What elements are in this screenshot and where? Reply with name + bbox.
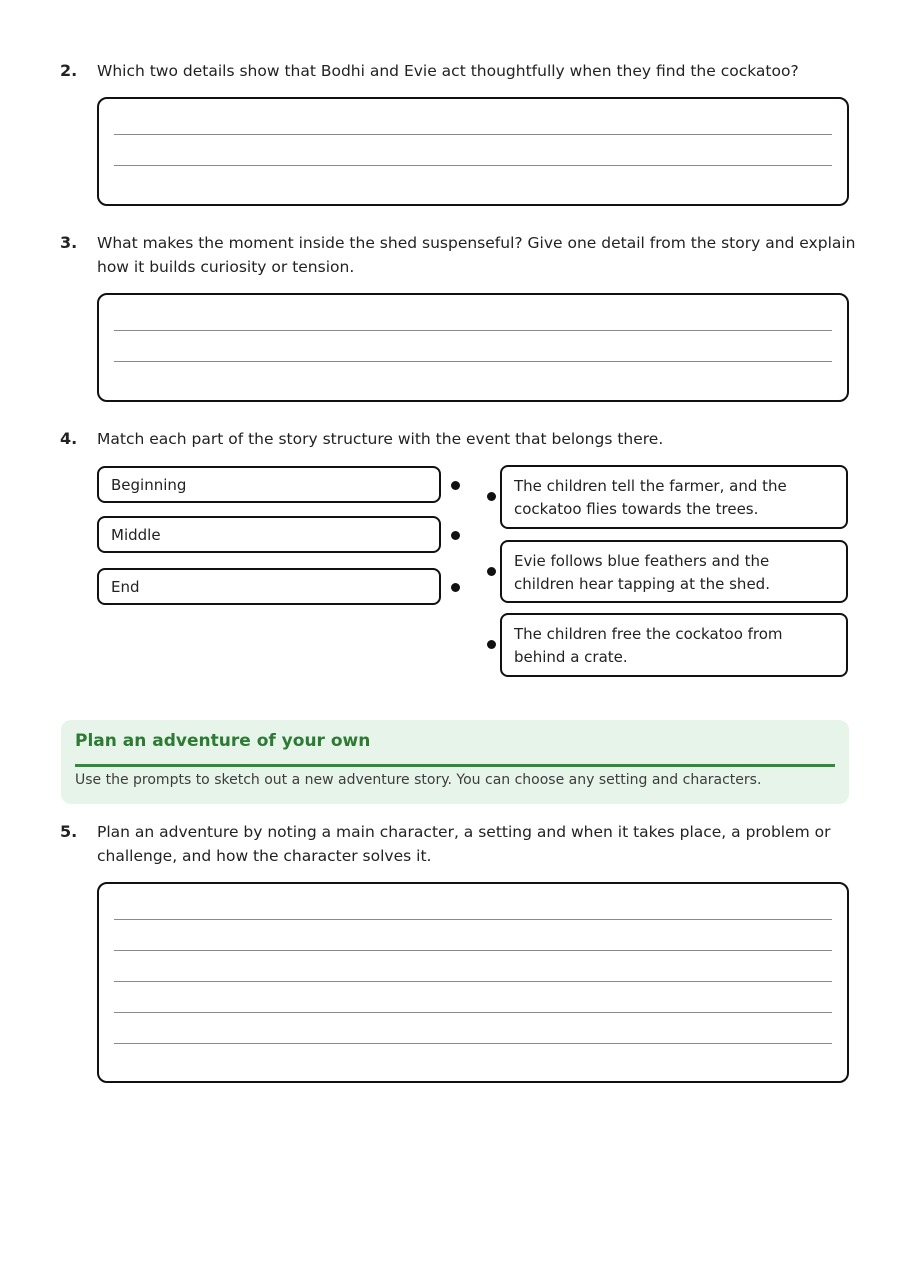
match-dot-left[interactable] (451, 531, 460, 540)
story-event[interactable]: Evie follows blue feathers and the children hear tapping at the shed. (500, 540, 848, 603)
question-text-line: challenge, and how the character solves it. (97, 847, 432, 865)
writing-line (114, 361, 832, 362)
answer-box[interactable] (97, 97, 849, 206)
match-dot-right[interactable] (487, 567, 496, 576)
writing-line (114, 165, 832, 166)
writing-line (114, 330, 832, 331)
story-part-middle[interactable]: Middle (97, 516, 441, 553)
story-part-end[interactable]: End (97, 568, 441, 605)
question-number: 2. (60, 61, 78, 80)
writing-line (114, 950, 832, 951)
writing-line (114, 134, 832, 135)
answer-box[interactable] (97, 293, 849, 402)
match-dot-right[interactable] (487, 492, 496, 501)
writing-line (114, 981, 832, 982)
writing-line (114, 1012, 832, 1013)
writing-line (114, 919, 832, 920)
match-dot-left[interactable] (451, 583, 460, 592)
answer-box[interactable] (97, 882, 849, 1083)
plan-adventure-panel (61, 720, 849, 804)
question-text: Which two details show that Bodhi and Evie act thoughtfully when they find the cockatoo? (97, 62, 799, 80)
question-number: 3. (60, 233, 78, 252)
story-event[interactable]: The children tell the farmer, and the cockatoo flies towards the trees. (500, 465, 848, 529)
story-part-beginning[interactable]: Beginning (97, 466, 441, 503)
writing-line (114, 1043, 832, 1044)
match-dot-left[interactable] (451, 481, 460, 490)
question-number: 5. (60, 822, 78, 841)
question-text (97, 231, 857, 279)
question-text-line: Plan an adventure by noting a main character, a setting and when it takes place, a problem or (97, 823, 831, 841)
story-event[interactable]: The children free the cockatoo from behind a crate. (500, 613, 848, 677)
question-text-line: What makes the moment inside the shed suspenseful? Give one detail from the story and explain (97, 234, 856, 252)
question-number: 4. (60, 429, 78, 448)
match-dot-right[interactable] (487, 640, 496, 649)
panel-divider (75, 764, 835, 767)
question-text (97, 820, 857, 868)
panel-title: Plan an adventure of your own (75, 731, 371, 751)
question-text: Match each part of the story structure with the event that belongs there. (97, 430, 664, 448)
question-text-line: how it builds curiosity or tension. (97, 258, 355, 276)
panel-description: Use the prompts to sketch out a new adventure story. You can choose any setting and characters. (75, 772, 762, 788)
